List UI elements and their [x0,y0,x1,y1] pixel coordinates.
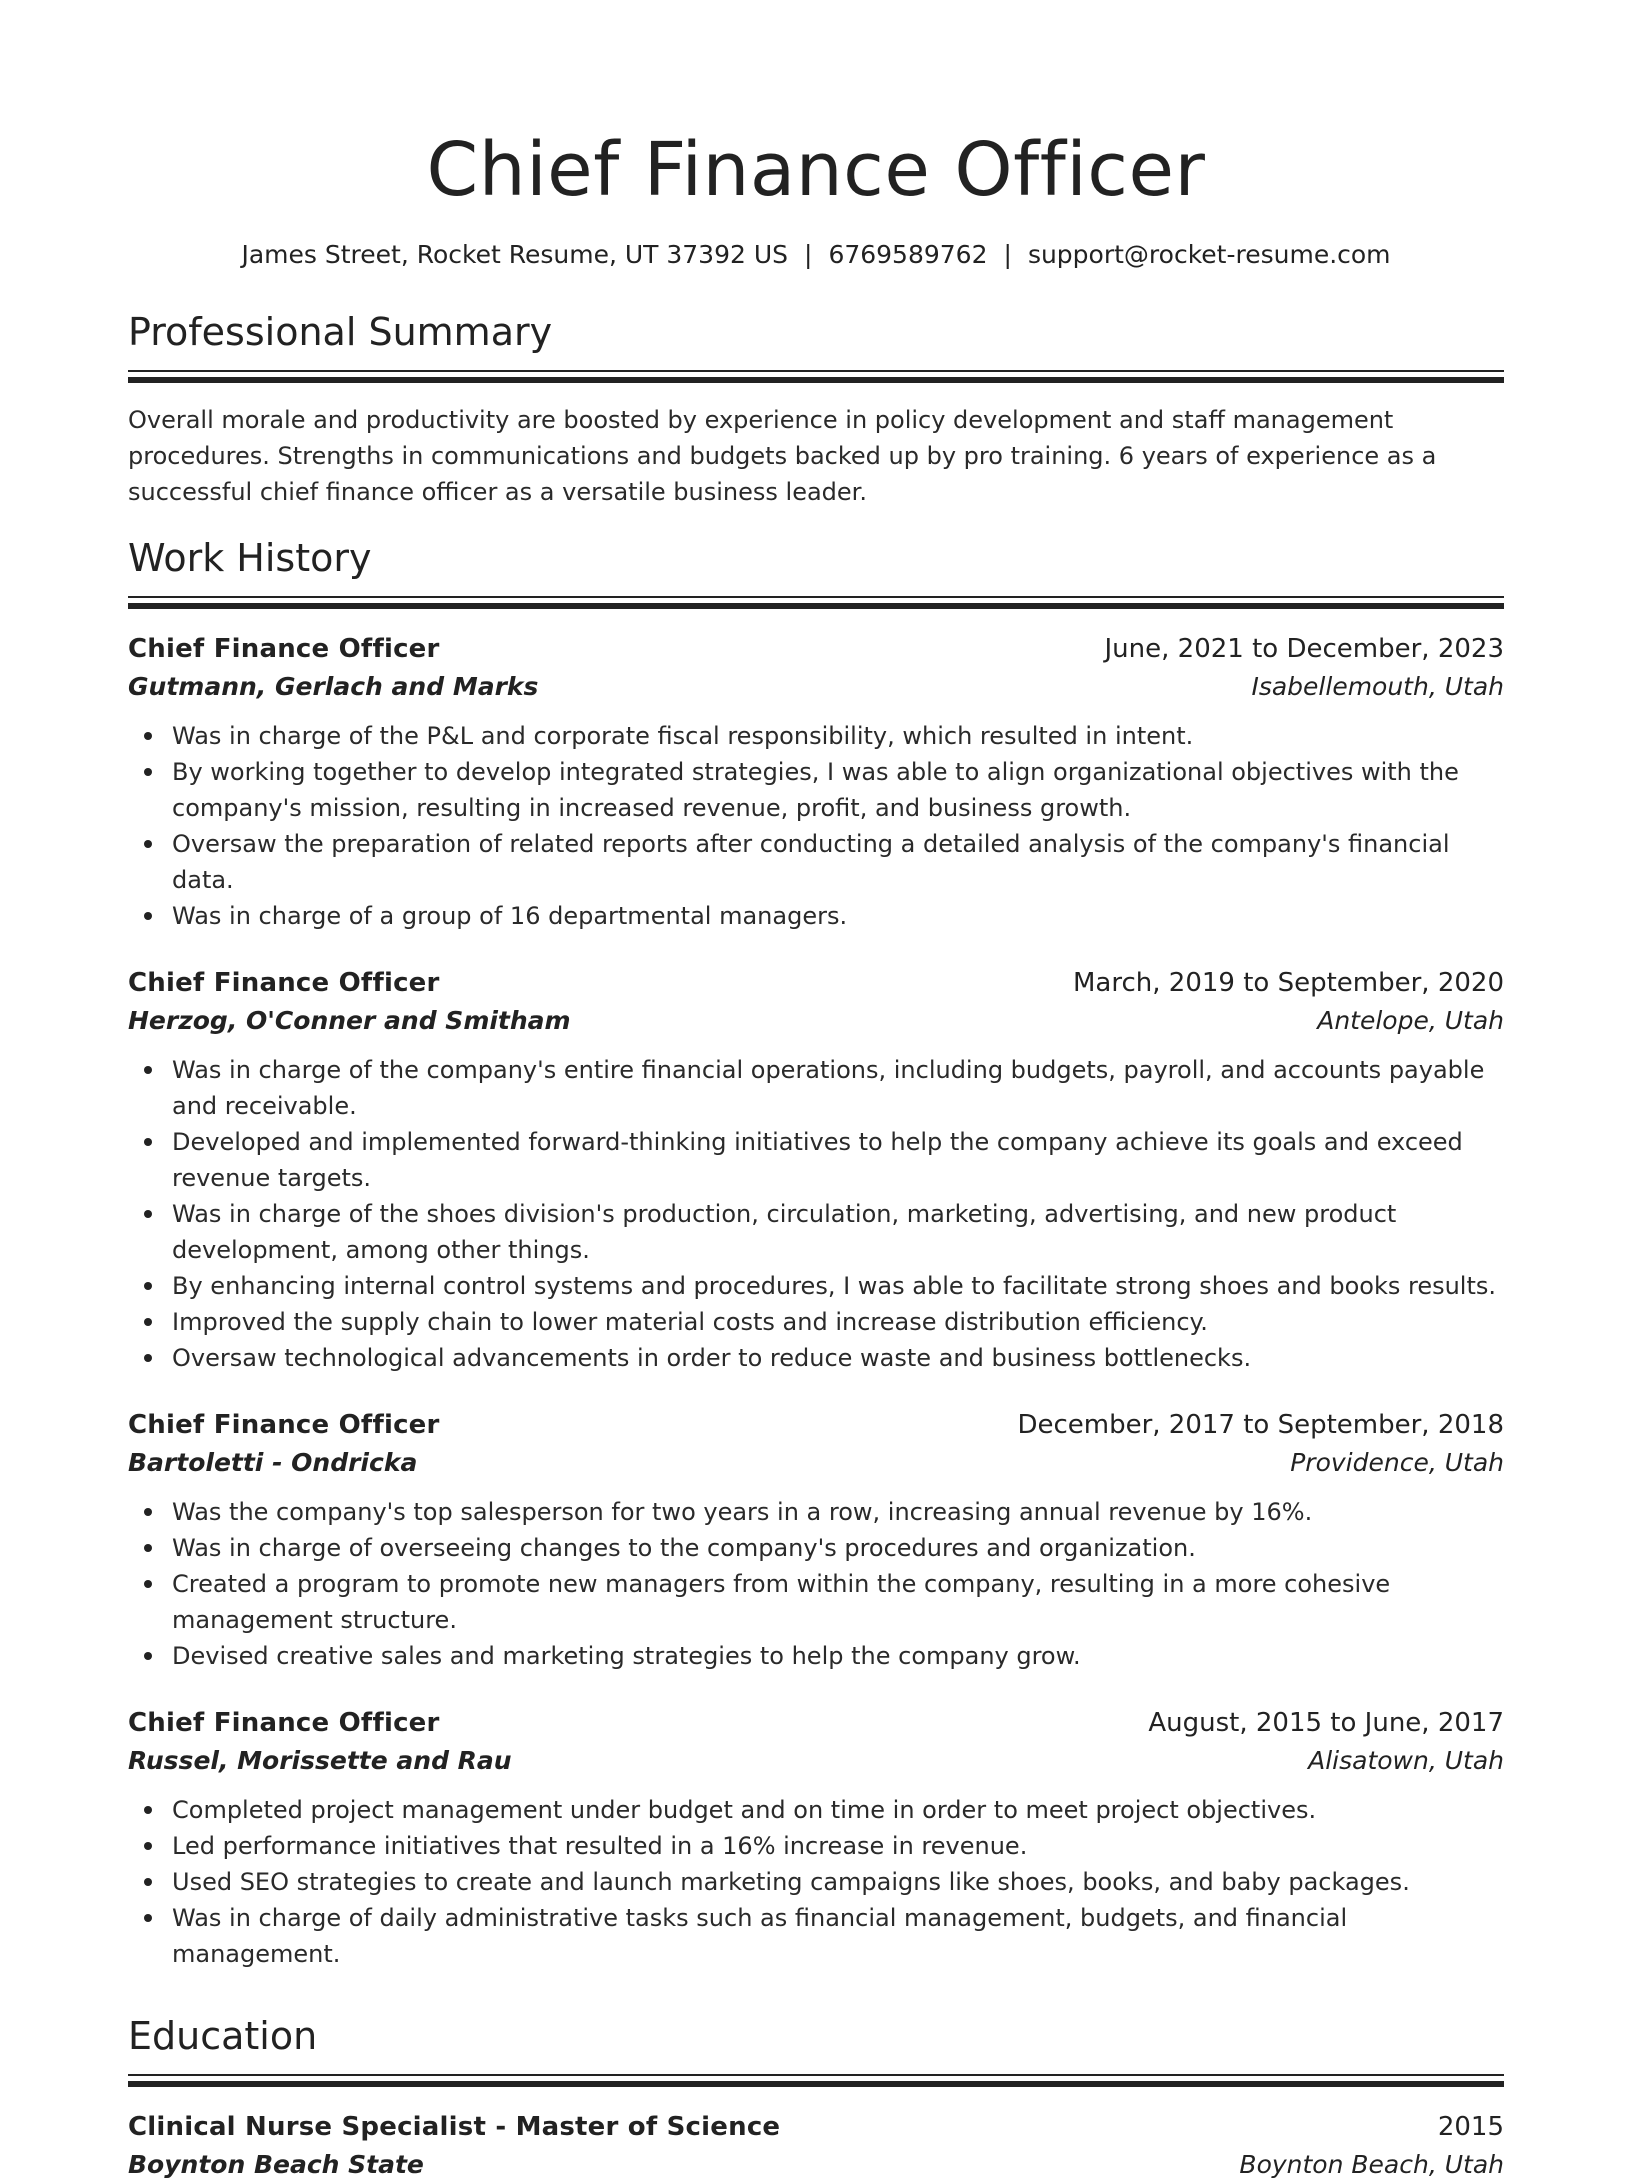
job-bullet: Was in charge of daily administrative tasks such as financial management, budgets, and financial management. [172,1900,1504,1972]
job-dates: August, 2015 to June, 2017 [1148,1708,1504,1738]
job-company-row [128,668,1504,706]
job-bullet: Was the company's top salesperson for two years in a row, increasing annual revenue by 16%. [172,1494,1504,1530]
job-bullet-list [128,1494,1504,1674]
job-dates: March, 2019 to September, 2020 [1073,968,1504,998]
resume-name: Chief Finance Officer [426,127,1206,213]
job-dates: December, 2017 to September, 2018 [1017,1410,1504,1440]
job-bullet: Was in charge of the shoes division's production, circulation, marketing, advertising, and new product development, among other things. [172,1196,1504,1268]
job-company-row [128,1742,1504,1780]
education-school-row [128,2146,1504,2184]
job-bullet: By enhancing internal control systems and procedures, I was able to facilitate strong shoes and books results. [172,1268,1504,1304]
job-company-row [128,1002,1504,1040]
job-entry [128,1406,1504,1674]
resume-page [128,0,1504,2184]
section-divider [128,596,1504,610]
job-title: Chief Finance Officer [128,1708,440,1738]
job-location: Providence, Utah [1290,1448,1504,1477]
job-header-row [128,964,1504,1002]
education-year: 2015 [1437,2112,1504,2142]
job-bullet: Developed and implemented forward-thinking initiatives to help the company achieve its goals and exceed revenue targets. [172,1124,1504,1196]
job-bullet: Improved the supply chain to lower material costs and increase distribution efficiency. [172,1304,1504,1340]
job-bullet: Was in charge of a group of 16 departmental managers. [172,898,1504,934]
job-bullet-list [128,1792,1504,1972]
job-title: Chief Finance Officer [128,968,440,998]
job-location: Alisatown, Utah [1308,1746,1504,1775]
job-company: Bartoletti - Ondricka [128,1448,418,1477]
job-bullet: Devised creative sales and marketing strategies to help the company grow. [172,1638,1504,1674]
job-bullet: Oversaw technological advancements in order to reduce waste and business bottlenecks. [172,1340,1504,1376]
job-title: Chief Finance Officer [128,1410,440,1440]
contact-phone: 6769589762 [828,240,988,269]
job-dates: June, 2021 to December, 2023 [1104,634,1504,664]
job-entry [128,1704,1504,1972]
job-company: Herzog, O'Conner and Smitham [128,1006,571,1035]
contact-email: support@rocket-resume.com [1027,240,1391,269]
job-header-row [128,1406,1504,1444]
job-bullet: Completed project management under budget and on time in order to meet project objectives. [172,1792,1504,1828]
job-header-row [128,1704,1504,1742]
job-location: Antelope, Utah [1317,1006,1504,1035]
education-location: Boynton Beach, Utah [1239,2150,1504,2179]
contact-address: James Street, Rocket Resume, UT 37392 US [241,240,788,269]
job-location: Isabellemouth, Utah [1251,672,1504,701]
job-company: Russel, Morissette and Rau [128,1746,512,1775]
section-title-work-history: Work History [128,536,372,580]
education-degree: Clinical Nurse Specialist - Master of Science [128,2112,781,2142]
section-divider [128,2074,1504,2088]
job-bullet: Created a program to promote new managers from within the company, resulting in a more cohesive management structure. [172,1566,1504,1638]
job-header-row [128,630,1504,668]
job-entry [128,630,1504,934]
job-company-row [128,1444,1504,1482]
job-bullet: Used SEO strategies to create and launch marketing campaigns like shoes, books, and baby packages. [172,1864,1504,1900]
section-divider [128,370,1504,384]
contact-line [128,238,1504,272]
job-bullet: Led performance initiatives that resulted in a 16% increase in revenue. [172,1828,1504,1864]
job-entry [128,964,1504,1376]
summary-text: Overall morale and productivity are boosted by experience in policy development and staff management procedures. Strengths in communications and budgets backed up by pro training. 6 years of experience as a successful chief finance officer as a versatile business leader. [128,406,1437,506]
job-title: Chief Finance Officer [128,634,440,664]
job-bullet: Oversaw the preparation of related reports after conducting a detailed analysis of the company's financial data. [172,826,1504,898]
education-header-row [128,2108,1504,2146]
job-bullet: By working together to develop integrated strategies, I was able to align organizational objectives with the company's mission, resulting in increased revenue, profit, and business growth. [172,754,1504,826]
job-bullet-list [128,1052,1504,1376]
education-school: Boynton Beach State [128,2150,424,2179]
job-bullet-list [128,718,1504,934]
job-company: Gutmann, Gerlach and Marks [128,672,539,701]
job-bullet: Was in charge of the company's entire financial operations, including budgets, payroll, and accounts payable and receivable. [172,1052,1504,1124]
contact-separator: | [804,240,813,269]
section-title-summary: Professional Summary [128,310,553,354]
job-bullet: Was in charge of the P&L and corporate fiscal responsibility, which resulted in intent. [172,718,1504,754]
section-title-education: Education [128,2014,318,2058]
job-bullet: Was in charge of overseeing changes to the company's procedures and organization. [172,1530,1504,1566]
contact-separator: | [1003,240,1012,269]
education-entry [128,2108,1504,2184]
